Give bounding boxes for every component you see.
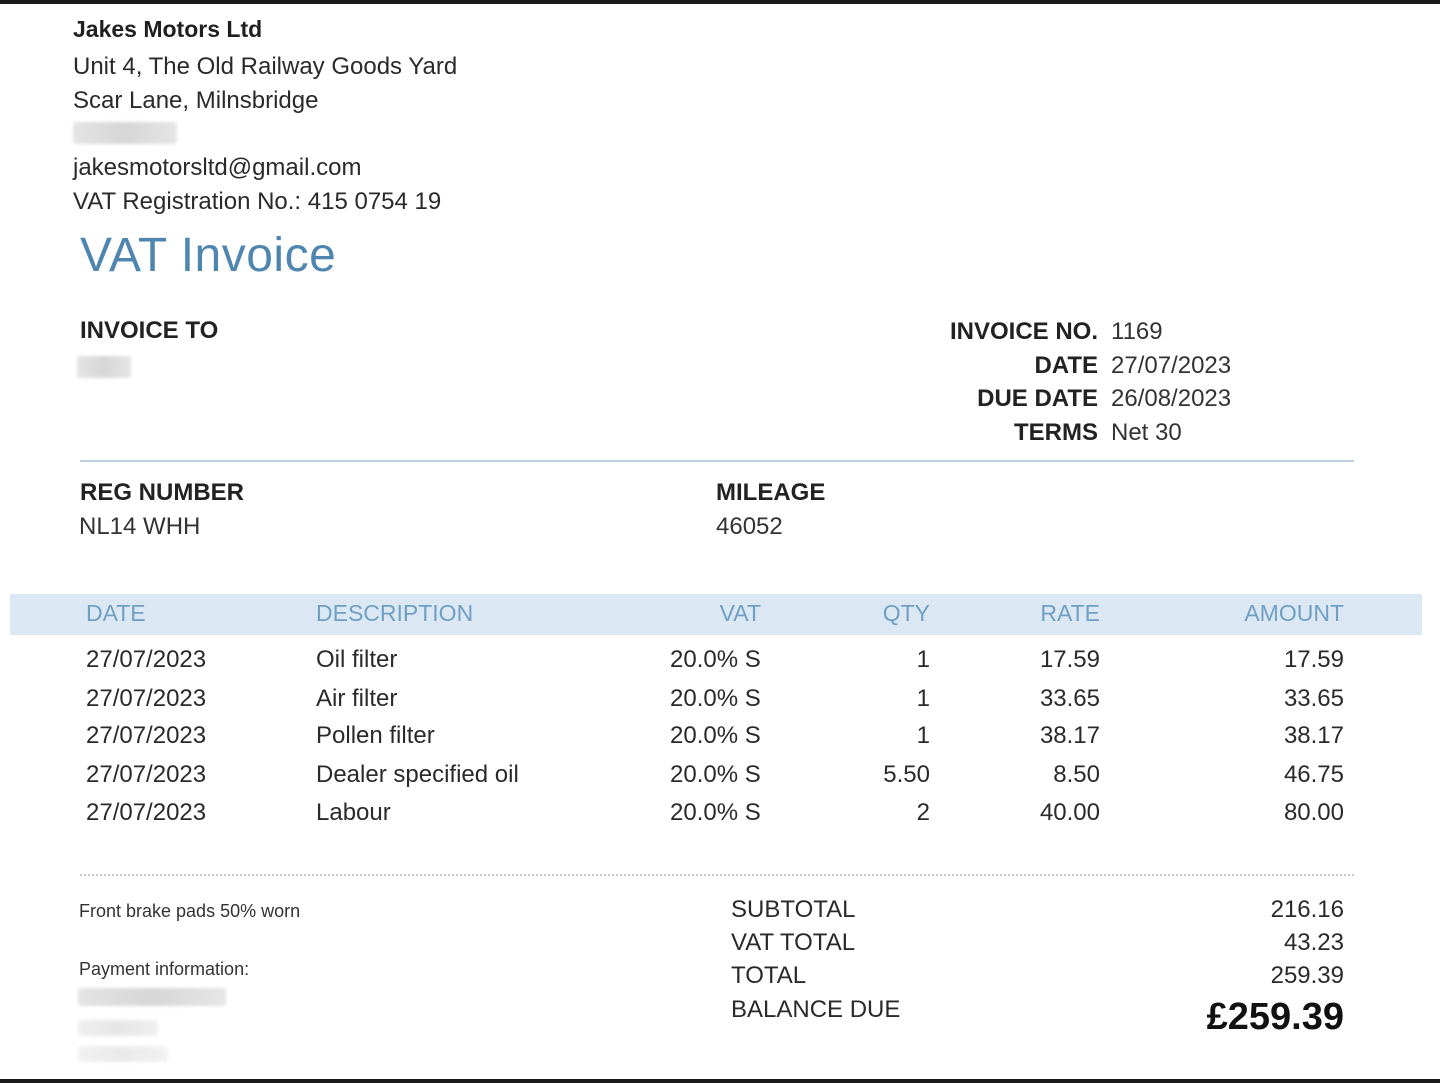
row-description: Labour — [316, 799, 391, 826]
due-date-value: 26/08/2023 — [1111, 385, 1232, 412]
row-vat: 20.0% S — [670, 761, 761, 788]
row-qty: 1 — [916, 646, 930, 673]
row-description: Dealer specified oil — [316, 761, 519, 788]
row-date: 27/07/2023 — [86, 646, 207, 673]
company-email: jakesmotorsltd@gmail.com — [73, 154, 362, 181]
row-amount: 80.00 — [1283, 799, 1344, 826]
top-border — [0, 0, 1440, 4]
row-vat: 20.0% S — [670, 799, 761, 826]
redacted-customer-name — [77, 356, 131, 378]
col-header-description: DESCRIPTION — [316, 600, 474, 626]
subtotal-value: 216.16 — [1270, 896, 1344, 923]
payment-information-label: Payment information: — [79, 959, 250, 979]
row-qty: 1 — [916, 685, 930, 712]
balance-due-label: BALANCE DUE — [731, 996, 901, 1023]
date-label: DATE — [1034, 352, 1098, 379]
redacted-payment-line1 — [78, 988, 226, 1006]
row-date: 27/07/2023 — [86, 799, 207, 826]
company-address-line2: Scar Lane, Milnsbridge — [73, 87, 319, 114]
vat-registration: VAT Registration No.: 415 0754 19 — [73, 188, 442, 215]
section-divider — [80, 460, 1354, 462]
row-vat: 20.0% S — [670, 646, 761, 673]
row-date: 27/07/2023 — [86, 722, 207, 749]
row-rate: 17.59 — [1039, 646, 1100, 673]
mileage-value: 46052 — [716, 513, 783, 540]
row-amount: 46.75 — [1283, 761, 1344, 788]
col-header-date: DATE — [86, 600, 146, 626]
terms-value: Net 30 — [1111, 419, 1182, 446]
terms-label: TERMS — [1014, 419, 1098, 446]
redacted-payment-line2 — [78, 1020, 158, 1036]
row-description: Pollen filter — [316, 722, 435, 749]
row-description: Oil filter — [316, 646, 398, 673]
subtotal-label: SUBTOTAL — [731, 896, 856, 923]
col-header-amount: AMOUNT — [1244, 600, 1344, 626]
redacted-payment-line3 — [78, 1046, 168, 1062]
invoice-no-value: 1169 — [1111, 318, 1163, 345]
row-qty: 5.50 — [883, 761, 930, 788]
totals-divider — [80, 874, 1354, 876]
row-rate: 40.00 — [1039, 799, 1100, 826]
invoice-no-label: INVOICE NO. — [949, 318, 1098, 345]
col-header-rate: RATE — [1040, 600, 1100, 626]
table-header-band — [10, 594, 1422, 635]
row-rate: 38.17 — [1039, 722, 1100, 749]
total-label: TOTAL — [731, 962, 807, 989]
row-vat: 20.0% S — [670, 685, 761, 712]
vat-total-label: VAT TOTAL — [731, 929, 856, 956]
company-address-line1: Unit 4, The Old Railway Goods Yard — [73, 53, 458, 80]
balance-due-value: £259.39 — [1206, 996, 1344, 1038]
redacted-postcode — [73, 122, 177, 144]
total-value: 259.39 — [1270, 962, 1344, 989]
mileage-label: MILEAGE — [716, 479, 826, 506]
reg-number-value: NL14 WHH — [79, 513, 201, 540]
row-qty: 2 — [916, 799, 930, 826]
row-date: 27/07/2023 — [86, 761, 207, 788]
row-description: Air filter — [316, 685, 398, 712]
row-date: 27/07/2023 — [86, 685, 207, 712]
row-amount: 17.59 — [1283, 646, 1344, 673]
row-qty: 1 — [916, 722, 930, 749]
col-header-qty: QTY — [882, 600, 930, 626]
brake-pads-note: Front brake pads 50% worn — [79, 901, 301, 921]
reg-number-label: REG NUMBER — [80, 479, 245, 506]
row-rate: 8.50 — [1053, 761, 1100, 788]
row-amount: 33.65 — [1283, 685, 1344, 712]
due-date-label: DUE DATE — [977, 385, 1098, 412]
row-vat: 20.0% S — [670, 722, 761, 749]
date-value: 27/07/2023 — [1111, 352, 1232, 379]
invoice-to-label: INVOICE TO — [80, 317, 219, 344]
col-header-vat: VAT — [719, 600, 761, 626]
vat-total-value: 43.23 — [1283, 929, 1344, 956]
bottom-border — [0, 1079, 1440, 1083]
row-amount: 38.17 — [1283, 722, 1344, 749]
company-name: Jakes Motors Ltd — [73, 16, 263, 42]
row-rate: 33.65 — [1039, 685, 1100, 712]
document-title: VAT Invoice — [80, 229, 337, 282]
